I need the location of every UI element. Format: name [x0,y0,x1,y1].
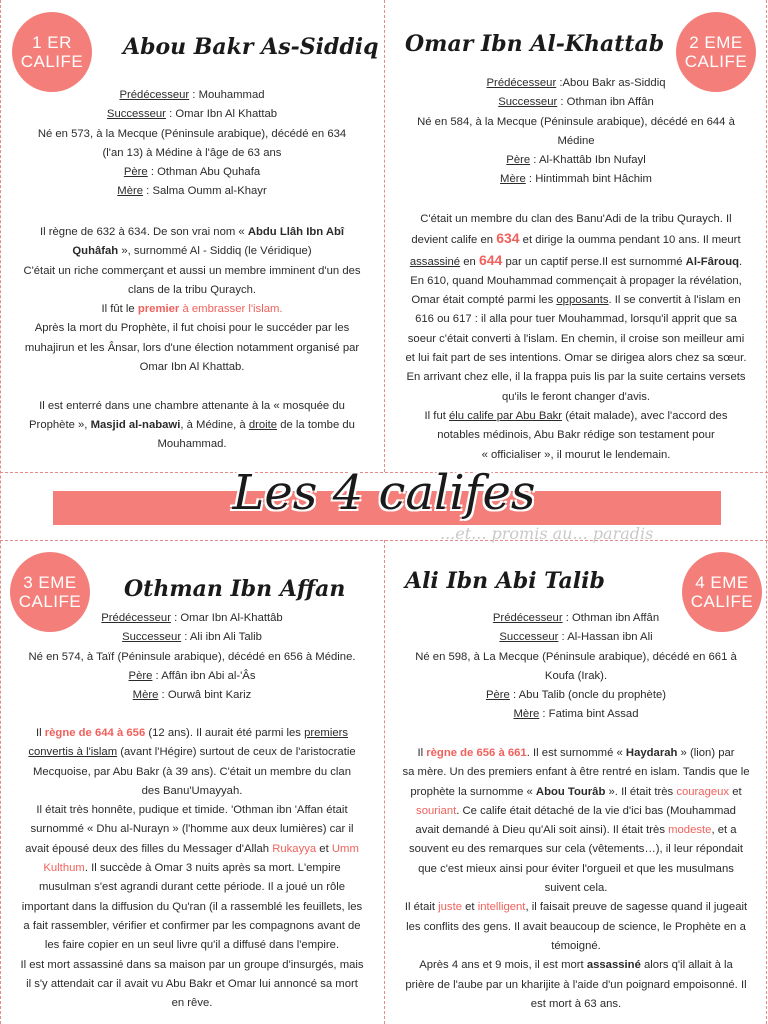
successor-label: Successeur [106,108,166,121]
bio-text: prière de l'aube par un kharijite à l'aide d'un poignard empoisonné. Il [405,978,747,991]
father-label: Père [506,154,531,167]
calife-4-info [398,609,754,725]
bio-text: Prophète », [29,418,91,431]
bio-highlight: 634 [496,230,520,247]
bio-text: Il [417,747,427,759]
calife-3-title: Othman Ibn Affan [124,576,346,602]
bio-text: surnommé « Dhu al-Nurayn » (l'homme aux deux lumières) car il [30,823,354,836]
predecessor-label: Prédécesseur [492,612,563,624]
mother-value: : Ourwâ bint Kariz [158,689,252,702]
calife-2-section [384,0,768,512]
bio-text: muhajirun et les Ânsar, lors d'une élection notamment organisé par [24,341,360,354]
calife-1-title: Abou Bakr As-Siddiq [123,34,379,60]
bio-text: en rêve. [171,997,213,1010]
calife-1-section [0,0,384,512]
bio-text: qu'ils le feront changer d'avis. [501,390,651,403]
badge-label: CALIFE [684,52,748,71]
successor-label: Successeur [498,96,558,109]
bio-text: musulman s'est agrandi durant cette période. Il a joué un rôle [38,881,346,894]
birth-line-1: Né en 573, à la Mecque (Péninsule arabique), décédé en 634 [37,127,347,140]
calife-1-info [14,86,370,202]
bio-text: suivent cela. [544,882,608,895]
bio-text: . Ce calife était détaché de la vie d'ici bas (Mouhammad [456,804,736,817]
bio-text: C'était un membre du clan des Banu'Adi de la tribu Quraych. Il [420,213,732,225]
calife-3-section [0,512,384,1024]
badge-rank: 1 ER [32,33,72,52]
birth-line-2: Koufa (Irak). [544,669,608,682]
bio-text: . Il se convertit à l'islam en [608,294,741,307]
bio-text: les faire copier en un seul livre qu'il a diffusé dans l'empire. [44,939,340,952]
bio-text: prophète la surnomme « [410,785,536,798]
successor-value: : Omar Ibn Al Khattab [165,108,278,121]
calife-1-bio [12,223,372,455]
badge-label: CALIFE [690,592,754,611]
calife-2-title: Omar Ibn Al-Khattab [405,31,665,57]
calife-2-bio [398,210,754,465]
bio-text: notables médinois, Abu Bakr rédige son testament pour [437,429,715,442]
bio-text: Il était très honnête, pudique et timide. 'Othman ibn 'Affan était [36,804,348,817]
predecessor-value: : Mouhammad [189,89,265,101]
bio-highlight: 644 [478,251,503,268]
bio-underline: opposants [556,294,609,307]
bio-bold: Al-Fârouq [685,255,739,268]
mother-value: : Fatima bint Assad [539,708,639,721]
badge-rank: 2 EME [689,33,743,52]
bio-bold: Masjid al-nabawi [90,418,181,431]
successor-value: : Al-Hassan ibn Ali [558,631,653,644]
mother-value: : Salma Oumm al-Khayr [143,185,267,198]
bio-highlight: règne de 656 à 661 [426,747,527,759]
bio-text: Omar était compté parmi les [411,294,557,307]
bio-text: est mort à 63 ans. [530,997,622,1010]
bio-bold: Haydarah [625,747,678,759]
bio-highlight: modeste [668,824,712,837]
bio-text: Après 4 ans et 9 mois, il est mort [419,959,587,972]
bio-underline: premiers [304,727,349,739]
bio-text: clans de la tribu Quraych. [127,283,257,296]
bio-text: important dans la diffusion du Qu'ran (il a rassemblé les feuillets, les [21,900,363,913]
bio-text: », surnommé Al - Siddiq (le Véridique) [118,245,312,258]
page-subtitle: ...et... promis au... paradis [440,524,654,543]
successor-label: Successeur [122,631,182,644]
father-label: Père [128,669,153,682]
father-value: : Abu Talib (oncle du prophète) [509,689,667,702]
bio-text: a fait rassembler, vérifier et confirmer par les compagnons avant de [23,919,361,932]
mother-label: Mère [500,173,526,186]
bio-text: (12 ans). Il aurait été parmi les [145,727,305,739]
successor-value: : Ali ibn Ali Talib [181,631,262,644]
mother-label: Mère [132,689,159,702]
bio-text: . Il est surnommé « [526,747,626,759]
bio-text: , à Médine, à [180,418,249,431]
badge-label: CALIFE [20,52,84,71]
calife-4-title: Ali Ibn Abi Talib [405,568,605,594]
bio-underline: assassiné [409,255,461,268]
bio-highlight: Kulthum [43,862,85,875]
calife-2-info [398,74,754,190]
bio-text: en [460,255,479,268]
bio-text: Après la mort du Prophète, il fut choisi pour le succéder par les [34,322,350,335]
bio-text: soeur c'était converti à l'islam. En chemin, il croise son meilleur ami [407,332,745,345]
bio-underline: droite [248,418,278,431]
mother-value: : Hintimmah bint Hâchim [525,173,652,186]
father-value: : Affân ibn Abi al-'Âs [152,669,256,682]
successor-value: : Othman ibn Affân [557,96,654,109]
bio-text: C'était un riche commerçant et aussi un membre imminent d'un des [23,264,361,277]
bio-text: des Banu'Umayyah. [141,784,243,797]
bio-text: . [739,255,743,268]
predecessor-label: Prédécesseur [101,612,171,624]
bio-text: Mecquoise, par Abu Bakr (à 39 ans). C'était un membre du clan [32,765,351,778]
bio-text: . Il succède à Omar 3 nuits après sa mort. L'empire [84,862,341,875]
bio-text: et lui fait part de ses intentions. Omar se dirigea alors chez sa sœur. [405,352,747,365]
bio-text: (avant l'Hégire) surtout de ceux de l'aristocratie [117,746,356,759]
calife-4-section [384,512,768,1024]
bio-text: Il était [404,901,439,914]
bio-highlight: Umm [331,842,359,855]
bio-text: Il fût le [101,303,138,316]
bio-text: Il [35,727,45,739]
bio-text: et dirige la oumma pendant 10 ans. Il meurt [519,234,741,247]
bio-highlight: premier [137,303,180,316]
bio-text: Mouhammad. [157,438,227,451]
predecessor-value: : Omar Ibn Al-Khattâb [170,612,283,624]
birth-line-2: Médine [557,134,595,147]
successor-label: Successeur [499,631,559,644]
bio-text: Il est mort assassiné dans sa maison par un groupe d'insurgés, mais [20,958,364,971]
father-label: Père [485,689,510,702]
bio-text: il s'y attendait car il avait vu Abu Bakr et Omar lui annoncé sa mort [26,977,358,990]
bio-text: sa mère. Un des premiers enfant à être rentré en islam. Tandis que le [402,766,750,779]
bio-text: par un captif perse.Il est surnommé [502,255,686,268]
bio-underline: élu calife par Abu Bakr [449,409,563,422]
bio-text: Omar Ibn Al Khattab. [139,361,245,374]
bio-text: les conflits des gens. Il avait beaucoup de science, le Prophète en a [406,920,746,933]
father-value: : Othman Abu Quhafa [147,166,261,179]
bio-text: Il règne de 632 à 634. De son vrai nom « [39,226,248,238]
bio-text: (était malade), avec l'accord des [562,409,728,422]
page-title: Les 4 califes [232,465,536,521]
bio-bold: Abou Tourâb [535,785,606,798]
predecessor-value: : Othman ibn Affân [562,612,660,624]
bio-text: 616 ou 617 : il alla pour tuer Mouhammad, lorsqu'il apprit que sa [415,313,737,326]
bio-highlight: courageux [676,785,730,798]
badge-label: CALIFE [18,592,82,611]
bio-text: témoigné. [551,939,601,952]
father-value: : Al-Khattâb Ibn Nufayl [530,154,646,167]
bio-bold: assassiné [586,959,641,972]
bio-text: devient calife en [411,234,497,247]
calife-3-bio [12,724,372,1013]
badge-rank: 4 EME [695,573,749,592]
predecessor-label: Prédécesseur [119,89,190,101]
calife-3-info [14,609,370,705]
bio-text: et [462,901,478,914]
father-label: Père [123,166,148,179]
bio-text: En arrivant chez elle, il la frappa puis lis par la suite certains versets [406,371,746,384]
bio-text: souvent eu des remarques sur cela (vêtements…), il leur répondait [408,843,744,856]
bio-highlight: règne de 644 à 656 [44,727,146,739]
calife-4-bio [396,744,756,1014]
bio-text: Il est enterré dans une chambre attenante à la « mosquée du [39,399,345,412]
bio-text: de la tombe du [277,418,355,431]
bio-text: avait épousé deux des filles du Messager d'Allah [25,842,273,855]
bio-text: alors q'il allait à la [640,959,733,972]
bio-text: « officialiser », il mourut le lendemain. [481,448,671,461]
predecessor-value: :Abou Bakr as-Siddiq [556,77,666,89]
bio-highlight: intelligent [477,901,526,914]
bio-highlight: souriant [416,804,457,817]
calife-1-badge [12,12,92,92]
bio-name: Quhâfah [72,245,119,258]
bio-highlight: juste [438,901,463,914]
bio-text: ». Il était très [605,785,677,798]
mother-label: Mère [513,708,540,721]
bio-underline: convertis à l'islam [28,746,118,759]
bio-text: Il fut [424,409,450,422]
birth-line-1: Né en 574, à Taïf (Péninsule arabique), décédé en 656 à Médine. [28,650,356,663]
bio-text: , et a [711,824,737,837]
bio-text: » (lion) par [677,747,735,759]
bio-text: et [729,785,742,798]
bio-text: et [316,842,332,855]
bio-text: En 610, quand Mouhammad commençait à propager la révélation, [410,274,742,287]
bio-name: Abdu Llâh Ibn Abî [247,226,345,238]
birth-line-1: Né en 584, à la Mecque (Péninsule arabique), décédé en 644 à [417,115,735,128]
birth-line-2: (l'an 13) à Médine à l'âge de 63 ans [102,146,282,159]
bio-highlight: Rukayya [272,842,317,855]
bio-text: que c'est mieux ainsi pour éviter l'orgueil et que les musulmans [418,862,734,875]
mother-label: Mère [117,185,144,198]
bio-text: , il faisait preuve de sagesse quand il jugeait [525,901,748,914]
badge-rank: 3 EME [23,573,77,592]
predecessor-label: Prédécesseur [486,77,557,89]
bio-text: avait demandé à Dieu qu'Ali soit ainsi). Il était très [415,824,669,837]
bio-highlight: à embrasser l'islam. [179,303,283,316]
birth-line-1: Né en 598, à La Mecque (Péninsule arabique), décédé en 661 à [415,650,737,663]
